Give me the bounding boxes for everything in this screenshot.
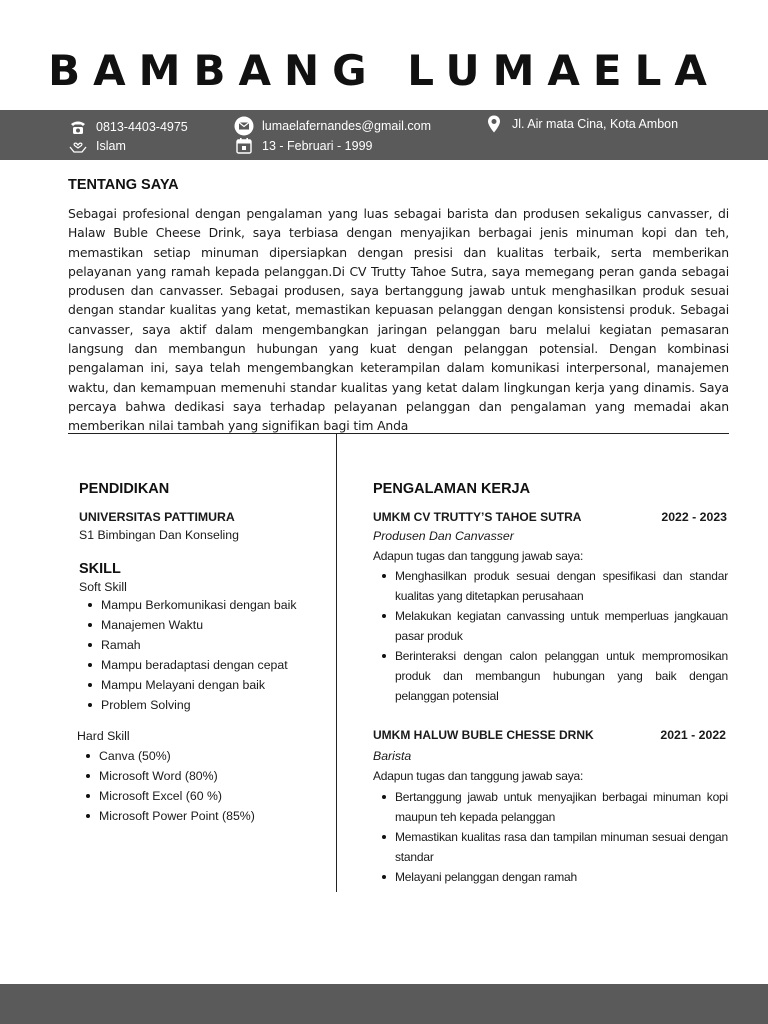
hard-skill-title: Hard Skill: [77, 729, 130, 743]
list-item: Berinteraksi dengan calon pelanggan untuk mempromosikan produk dan membangun hubungan yang baik dengan pelanggan potensial: [373, 646, 728, 706]
phone-text: 0813-4403-4975: [96, 120, 188, 134]
job-intro: Adapun tugas dan tanggung jawab saya:: [373, 549, 584, 563]
contact-phone: [68, 117, 188, 137]
soft-skill-title: Soft Skill: [79, 580, 127, 594]
list-item: Memastikan kualitas rasa dan tampilan minuman sesuai dengan standar: [373, 827, 728, 867]
about-title: TENTANG SAYA: [68, 177, 179, 193]
column-divider: [336, 434, 337, 892]
job-company: UMKM HALUW BUBLE CHESSE DRNK: [373, 728, 594, 742]
list-item: Mampu Melayani dengan baik: [79, 675, 297, 695]
job-years: 2021 - 2022: [660, 728, 726, 742]
job-duties: [373, 566, 728, 706]
list-item: Ramah: [79, 635, 297, 655]
about-text: Sebagai profesional dengan pengalaman yang luas sebagai barista dan produsen sekaligus canvasser, di Halaw Buble Cheese Drink, saya terbiasa dengan menyajikan berbagai jenis minuman kopi dan teh, memastikan setiap minuman dipersiapkan dengan presisi dan kualitas terbaik, serta memberikan pelayanan yang ramah kepada pelanggan.Di CV Trutty Tahoe Sutra, saya memegang peran ganda sebagai produsen dan canvasser. Sebagai produsen, saya bertanggung jawab untuk menghasilkan produk sesuai dengan standar kualitas yang ketat, memastikan kepuasan pelanggan dengan konsistensi produk. Sebagai canvasser, saya aktif dalam mengembangkan jaringan pelanggan baru melalui kegiatan pemasaran langsung dan membangun hubungan yang kuat dengan pelanggan potensial. Dengan kombinasi pengalaman ini, saya telah mengembangkan keterampilan dalam komunikasi interpersonal, manajemen waktu, dan kemampuan memenuhi standar kualitas yang ketat dalam lingkungan kerja yang dinamis. Saya percaya bahwa dedikasi saya terhadap pelayanan pelanggan dan pengalaman yang memadai akan memberikan nilai tambah yang signifikan bagi tim Anda: [68, 206, 729, 434]
job-role: Barista: [373, 749, 412, 763]
footer-bar: [0, 984, 768, 1024]
list-item: Microsoft Word (80%): [77, 766, 255, 786]
skill-title: SKILL: [79, 561, 121, 577]
soft-skill-list: [79, 595, 297, 715]
section-divider: [68, 433, 729, 434]
list-item: Menghasilkan produk sesuai dengan spesifikasi dan standar kualitas yang ditetapkan perusahaan: [373, 566, 728, 606]
education-title: PENDIDIKAN: [79, 481, 170, 497]
job-role: Produsen Dan Canvasser: [373, 529, 514, 543]
list-item: Problem Solving: [79, 695, 297, 715]
email-icon: [234, 116, 254, 136]
contact-religion: [68, 136, 126, 156]
list-item: Canva (50%): [77, 746, 255, 766]
education-degree: S1 Bimbingan Dan Konseling: [79, 528, 239, 542]
contact-email: [234, 116, 431, 136]
hard-skill-list: [77, 746, 255, 826]
list-item: Microsoft Excel (60 %): [77, 786, 255, 806]
address-text: Jl. Air mata Cina, Kota Ambon: [512, 117, 679, 131]
phone-icon: [68, 117, 88, 137]
list-item: Bertanggung jawab untuk menyajikan berbagai minuman kopi maupun teh kepada pelanggan: [373, 787, 728, 827]
contact-birthdate: [234, 136, 372, 156]
calendar-icon: [234, 136, 254, 156]
contact-bar: [0, 110, 768, 160]
list-item: Manajemen Waktu: [79, 615, 297, 635]
list-item: Mampu beradaptasi dengan cepat: [79, 655, 297, 675]
experience-title: PENGALAMAN KERJA: [373, 481, 531, 497]
job-duties: [373, 787, 728, 887]
job-company: UMKM CV TRUTTY’S TAHOE SUTRA: [373, 510, 582, 524]
location-pin-icon: [484, 114, 504, 134]
contact-address: [484, 114, 678, 134]
job-intro: Adapun tugas dan tanggung jawab saya:: [373, 769, 584, 783]
list-item: Microsoft Power Point (85%): [77, 806, 255, 826]
list-item: Melakukan kegiatan canvassing untuk memperluas jangkauan pasar produk: [373, 606, 728, 646]
list-item: Melayani pelanggan dengan ramah: [373, 867, 728, 887]
birthdate-text: 13 - Februari - 1999: [262, 139, 373, 153]
hands-heart-icon: [68, 136, 88, 156]
email-text: lumaelafernandes@gmail.com: [262, 119, 432, 133]
religion-text: Islam: [96, 139, 126, 153]
job-years: 2022 - 2023: [661, 510, 727, 524]
list-item: Mampu Berkomunikasi dengan baik: [79, 595, 297, 615]
resume-name: BAMBANG LUMAELA: [48, 46, 720, 95]
education-school: UNIVERSITAS PATTIMURA: [79, 510, 235, 524]
